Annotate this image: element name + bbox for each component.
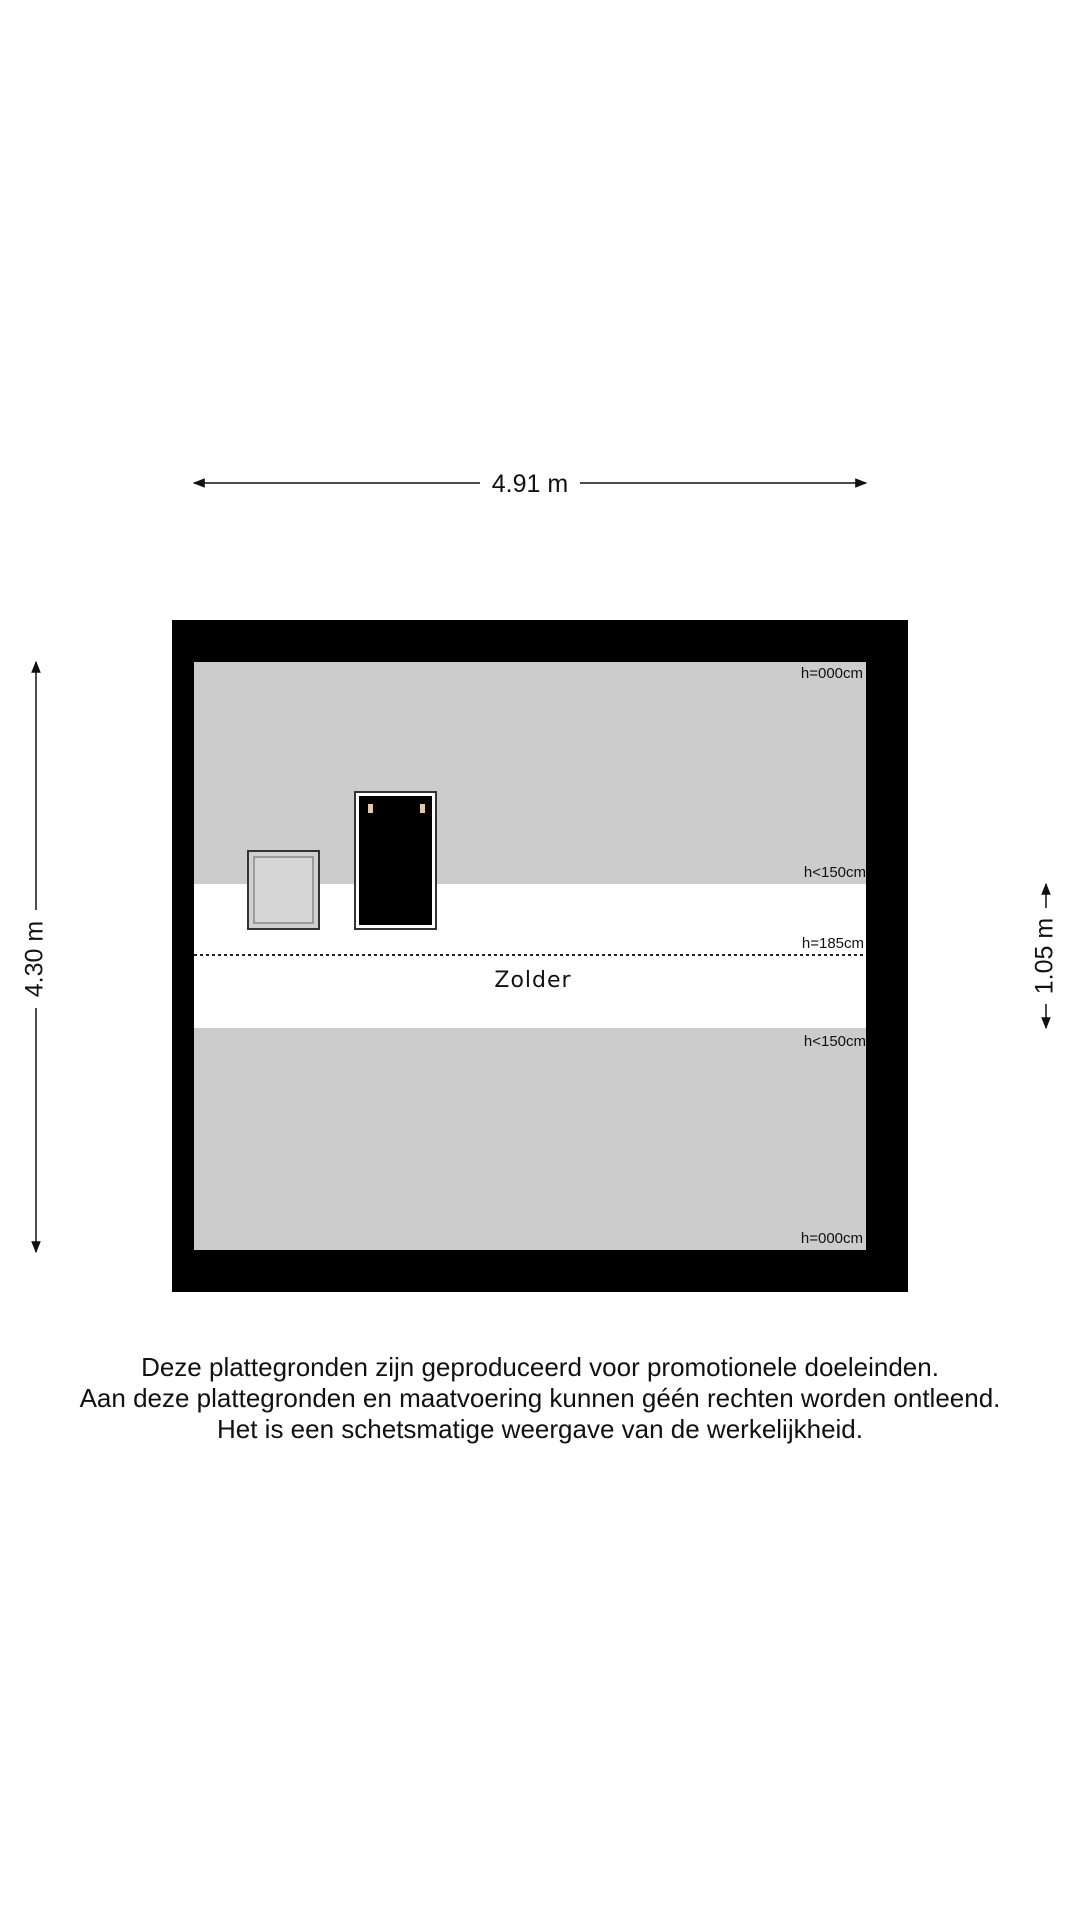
height-label-top: h=000cm [800, 665, 863, 682]
low-ceiling-zone-bottom [194, 1028, 866, 1250]
roof-hatch [248, 851, 319, 929]
width-dimension-label: 4.91 m [491, 470, 569, 498]
side-dimension-label: 1.05 m [1030, 917, 1059, 995]
height-label-upper: h<150cm [803, 864, 866, 881]
side-dimension [1031, 884, 1059, 1028]
depth-dimension-label: 4.30 m [20, 920, 49, 998]
disclaimer-line: Aan deze plattegronden en maatvoering kunnen géén rechten worden ontleend. [79, 1383, 1001, 1413]
disclaimer [0, 1352, 1080, 1445]
height-label-lower: h<150cm [803, 1033, 866, 1050]
depth-dimension [21, 662, 49, 1252]
room-label: Zolder [494, 968, 572, 993]
height-label-bottom: h=000cm [800, 1230, 863, 1247]
disclaimer-line: Het is een schetsmatige weergave van de werkelijkheid. [216, 1414, 863, 1444]
height-label-ridge: h=185cm [801, 935, 864, 952]
disclaimer-line: Deze plattegronden zijn geproduceerd voor promotionele doeleinden. [141, 1352, 939, 1382]
roof-window [355, 792, 436, 929]
width-dimension [194, 470, 866, 498]
